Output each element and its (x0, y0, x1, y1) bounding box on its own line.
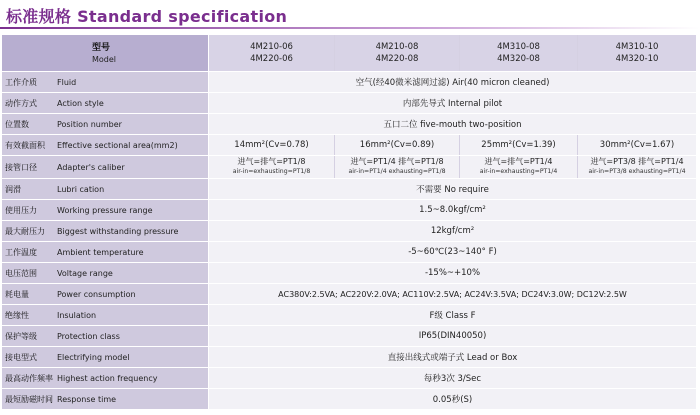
model-code: 4M310-10 (615, 42, 659, 52)
row-label (2, 368, 209, 388)
row-label-en: Position number (57, 119, 122, 129)
model-cell (209, 35, 334, 71)
row-value: 12kgf/cm² (209, 221, 696, 241)
model-code: 4M320-10 (615, 54, 659, 64)
port-zh: 进气=排气=PT1/8 (237, 157, 306, 166)
model-cell (459, 35, 577, 71)
row-label-en: Power consumption (57, 289, 136, 299)
row-value: 0.05秒(S) (209, 389, 696, 409)
spec-row-response-time (2, 389, 696, 409)
model-code: 4M220-08 (375, 54, 419, 64)
spec-row-max-pressure (2, 221, 696, 241)
spec-row-electrifying-model (2, 347, 696, 367)
spec-row-action-style (2, 93, 696, 113)
model-code: 4M210-08 (375, 42, 419, 52)
row-label-zh: 保护等级 (5, 331, 37, 341)
row-label (2, 347, 209, 367)
row-label (2, 284, 209, 304)
row-label-en: Biggest withstanding pressure (57, 226, 179, 236)
row-label (2, 156, 209, 178)
row-value: 1.5~8.0kgf/cm² (209, 200, 696, 220)
row-label (2, 135, 209, 155)
model-cell (334, 35, 459, 71)
spec-row-action-frequency (2, 368, 696, 388)
area-cell: 14mm²(Cv=0.78) (209, 135, 334, 155)
row-label-zh: 绝缘性 (5, 310, 29, 320)
spec-row-protection-class (2, 326, 696, 346)
row-label-en: Ambient temperature (57, 247, 144, 257)
page-title: 标准规格 Standard specification (6, 7, 288, 26)
model-label-en: Model (92, 54, 117, 64)
row-label-en: Effective sectional area(mm2) (57, 140, 178, 150)
row-label-en: Action style (57, 98, 104, 108)
model-code: 4M310-08 (497, 42, 540, 52)
row-label (2, 242, 209, 262)
row-value: 五口二位 five-mouth two-position (209, 114, 696, 134)
row-label (2, 179, 209, 199)
spec-row-lubrication (2, 179, 696, 199)
spec-row-adapter-caliber (2, 156, 696, 178)
row-value: 每秒3次 3/Sec (209, 368, 696, 388)
port-cell (577, 156, 696, 178)
title-bar (0, 0, 700, 30)
row-label (2, 221, 209, 241)
row-label-zh: 工作温度 (5, 247, 37, 257)
row-label-zh: 耗电量 (5, 289, 29, 299)
row-label-zh: 动作方式 (5, 98, 37, 108)
spec-row-sectional-area (2, 135, 696, 155)
row-label-zh: 电压范围 (5, 268, 37, 278)
row-label-en: Adapter's caliber (57, 162, 125, 172)
area-cell: 25mm²(Cv=1.39) (459, 135, 577, 155)
row-value: 不需要 No require (209, 179, 696, 199)
row-label-zh: 使用压力 (5, 205, 37, 215)
row-label-en: Insulation (57, 310, 97, 320)
port-zh: 进气=排气=PT1/4 (484, 157, 553, 166)
row-label-en: Voltage range (57, 268, 113, 278)
area-cell: 16mm²(Cv=0.89) (334, 135, 459, 155)
spec-table (2, 34, 696, 410)
row-label-en: Working pressure range (57, 205, 153, 215)
port-en: air-in=PT1/4 exhausting=PT1/8 (348, 168, 446, 175)
port-cell (459, 156, 577, 178)
model-code: 4M220-06 (250, 54, 293, 64)
row-label (2, 93, 209, 113)
row-label-zh: 最大耐压力 (5, 226, 45, 236)
model-label-zh: 型号 (92, 42, 111, 53)
row-value: 内部先导式 Internal pilot (209, 93, 696, 113)
row-label (2, 305, 209, 325)
spec-row-power-consumption (2, 284, 696, 304)
row-label-en: Lubri cation (57, 184, 105, 194)
model-cell (577, 35, 696, 71)
spec-row-voltage-range (2, 263, 696, 283)
row-label-en: Electrifying model (57, 352, 130, 362)
row-label (2, 72, 209, 92)
row-value: -5~60℃(23~140° F) (209, 242, 696, 262)
model-header-row (2, 35, 696, 71)
model-code: 4M320-08 (497, 54, 540, 64)
row-label-zh: 位置数 (5, 119, 29, 129)
row-label-en: Protection class (57, 331, 120, 341)
row-label-zh: 润滑 (5, 184, 21, 194)
row-label-zh: 工作介质 (5, 77, 37, 87)
row-label-zh: 最高动作频率 (5, 373, 53, 383)
row-value: -15%~+10% (209, 263, 696, 283)
row-value: 直接出线式或端子式 Lead or Box (209, 347, 696, 367)
row-label-en: Response time (57, 394, 117, 404)
row-label (2, 326, 209, 346)
row-label (2, 200, 209, 220)
area-cell: 30mm²(Cv=1.67) (577, 135, 696, 155)
row-value: 空气(经40微米滤网过滤) Air(40 micron cleaned) (209, 72, 696, 92)
row-value: F级 Class F (209, 305, 696, 325)
spec-row-ambient-temperature (2, 242, 696, 262)
port-cell (209, 156, 334, 178)
model-code: 4M210-06 (250, 42, 293, 52)
model-label-cell (2, 35, 209, 71)
spec-row-insulation (2, 305, 696, 325)
port-en: air-in=exhausting=PT1/8 (232, 168, 311, 175)
row-value: AC380V:2.5VA; AC220V:2.0VA; AC110V:2.5VA; AC24V:3.5VA; DC24V:3.0W; DC12V:2.5W (209, 284, 696, 304)
port-en: air-in=PT3/8 exhausting=PT1/4 (588, 168, 686, 175)
row-label (2, 389, 209, 409)
row-label (2, 263, 209, 283)
row-value: IP65(DIN40050) (209, 326, 696, 346)
row-label-zh: 接管口径 (5, 162, 37, 172)
title-underline (0, 27, 700, 29)
spec-row-working-pressure (2, 200, 696, 220)
port-cell (334, 156, 459, 178)
port-zh: 进气=PT1/4 排气=PT1/8 (350, 157, 444, 166)
spec-row-fluid (2, 72, 696, 92)
row-label-en: Fluid (57, 77, 77, 87)
port-en: air-in=exhausting=PT1/4 (479, 168, 558, 175)
spec-row-position-number (2, 114, 696, 134)
row-label-zh: 接电型式 (5, 352, 37, 362)
row-label-en: Highest action frequency (57, 373, 158, 383)
row-label-zh: 有效截面积 (5, 140, 45, 150)
port-zh: 进气=PT3/8 排气=PT1/4 (590, 157, 684, 166)
row-label-zh: 最短励磁时间 (5, 394, 53, 404)
row-label (2, 114, 209, 134)
